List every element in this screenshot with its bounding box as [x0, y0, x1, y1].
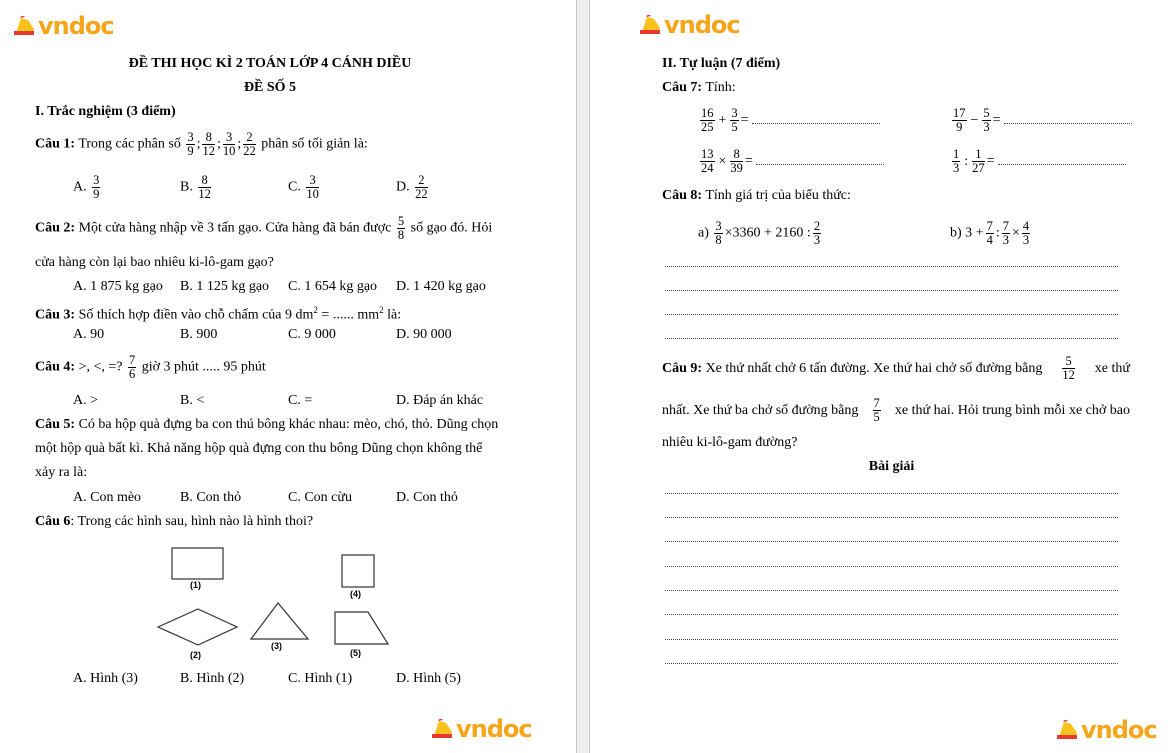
option-d[interactable]: D. $\frac{2}{22}$ — [396, 173, 428, 201]
option-c[interactable]: C. Hình (1) — [288, 671, 353, 686]
fraction: $\frac{3}{8}$ — [715, 219, 722, 247]
question-9-line-3: nhiêu ki-lô-gam đường? — [662, 435, 798, 450]
option-a[interactable]: A. Con mèo — [73, 490, 142, 505]
question-7: Câu 7: Tính: — [662, 80, 736, 95]
option-d[interactable]: D. Con thỏ — [396, 490, 458, 505]
fraction: $\frac{3}{10}$ — [222, 130, 236, 158]
answer-line[interactable] — [665, 517, 1118, 518]
fraction: $\frac{7}{4}$ — [986, 219, 993, 247]
fraction: $\frac{8}{12}$ — [202, 130, 215, 158]
section-heading: I. Trắc nghiệm (3 điểm) — [35, 104, 176, 119]
option-a[interactable]: A. $\frac{3}{9}$ — [73, 173, 100, 201]
answer-line[interactable] — [665, 266, 1118, 267]
expression-3: $\frac{13}{24}$ × $\frac{8}{39}$ = — [698, 148, 884, 175]
option-d[interactable]: D. 1 420 kg gạo — [396, 279, 486, 294]
shape-label-1: (1) — [190, 580, 201, 590]
fraction: $\frac{8}{12}$ — [198, 173, 211, 201]
vndoc-footer-logo: vndoc — [1055, 717, 1157, 743]
answer-blank[interactable] — [752, 123, 880, 124]
mascot-icon — [1055, 717, 1081, 743]
fraction: $\frac{2}{22}$ — [415, 173, 428, 201]
fraction: $\frac{16}{25}$ — [701, 106, 714, 134]
document-page-1 — [0, 0, 576, 753]
question-1: Câu 1: Trong các phân số $\frac{3}{9}$ ; $\frac{8}{12}$ ; $\frac{3}{10}$ ; $\frac{2}{22}$ phân số tối giản là: — [35, 130, 368, 158]
option-d[interactable]: D. 90 000 — [396, 327, 452, 342]
question-5-line-2: một hộp quà bất kì. Khả năng hộp quà đựng con thu bông Dũng chọn không thể — [35, 441, 483, 456]
fraction: $\frac{17}{9}$ — [953, 106, 966, 134]
option-b[interactable]: B. Hình (2) — [180, 671, 245, 686]
option-b[interactable]: B. 1 125 kg gạo — [180, 279, 270, 294]
option-c[interactable]: C. Con cừu — [288, 490, 352, 505]
question-5-line-3: xảy ra là: — [35, 465, 88, 480]
question-4: Câu 4: >, <, =? $\frac{7}{6}$ giờ 3 phút ..... 95 phút — [35, 353, 266, 381]
shape-label-2: (2) — [190, 650, 201, 660]
shape-label-5: (5) — [350, 648, 361, 658]
document-page-2 — [590, 0, 1173, 753]
option-a[interactable]: A. 1 875 kg gạo — [73, 279, 163, 294]
fraction: $\frac{2}{22}$ — [243, 130, 256, 158]
fraction: $\frac{7}{5}$ — [873, 396, 880, 424]
expression-4: $\frac{1}{3}$ : $\frac{1}{27}$ = — [950, 148, 1126, 175]
question-6: Câu 6: Trong các hình sau, hình nào là hình thoi? — [35, 514, 314, 529]
option-b[interactable]: B. 900 — [180, 327, 218, 342]
fraction: $\frac{7}{6}$ — [128, 353, 136, 381]
answer-line[interactable] — [665, 290, 1118, 291]
expression-1: $\frac{16}{25}$ + $\frac{3}{5}$ = — [698, 107, 880, 134]
answer-line[interactable] — [665, 541, 1118, 542]
fraction: $\frac{3}{9}$ — [93, 173, 100, 201]
exam-subtitle: ĐỀ SỐ 5 — [243, 80, 297, 95]
fraction: $\frac{2}{3}$ — [813, 219, 821, 247]
option-c[interactable]: C. $\frac{3}{10}$ — [288, 173, 319, 201]
shape-label-3: (3) — [271, 641, 282, 651]
question-2: Câu 2: Một cửa hàng nhập về 3 tấn gạo. Cửa hàng đã bán được $\frac{5}{8}$ số gạo đó. Hỏi — [35, 214, 493, 242]
shape-square — [342, 555, 374, 587]
expression-2: $\frac{17}{9}$ − $\frac{5}{3}$ = — [950, 107, 1132, 134]
fraction: $\frac{3}{10}$ — [306, 173, 319, 201]
shape-label-4: (4) — [350, 589, 361, 599]
answer-line[interactable] — [665, 314, 1118, 315]
vndoc-footer-logo: vndoc — [430, 716, 532, 742]
solution-heading: Bài giải — [868, 459, 915, 474]
fraction: $\frac{8}{39}$ — [730, 147, 743, 175]
answer-blank[interactable] — [1004, 123, 1132, 124]
mascot-icon — [430, 716, 456, 742]
answer-line[interactable] — [665, 338, 1118, 339]
option-a[interactable]: A. 90 — [73, 327, 105, 342]
vndoc-logo: vndoc — [638, 12, 740, 38]
question-2-line-2: cửa hàng còn lại bao nhiêu ki-lô-gam gạo? — [35, 255, 274, 270]
option-c[interactable]: C. = — [288, 393, 313, 408]
fraction: $\frac{5}{8}$ — [397, 214, 405, 242]
question-9-line-2: nhất. Xe thứ ba chở số đường bằng $\frac{7}{5}$ xe thứ hai. Hỏi trung bình mỗi xe chở bao — [662, 396, 1130, 424]
answer-line[interactable] — [665, 590, 1118, 591]
fraction: $\frac{3}{9}$ — [187, 130, 194, 158]
mascot-icon — [638, 12, 664, 38]
option-a[interactable]: A. > — [73, 393, 99, 408]
fraction: $\frac{3}{5}$ — [731, 106, 738, 134]
option-b[interactable]: B. < — [180, 393, 205, 408]
answer-line[interactable] — [665, 663, 1118, 664]
question-3: Câu 3: Số thích hợp điền vào chỗ chấm của 9 $dm^2$ = ...... $mm^2$ là: — [35, 305, 402, 323]
answer-blank[interactable] — [998, 164, 1126, 165]
fraction: $\frac{4}{3}$ — [1022, 219, 1030, 247]
exam-title: ĐỀ THI HỌC KÌ 2 TOÁN LỚP 4 CÁNH DIỀU — [128, 56, 412, 71]
mascot-icon — [12, 13, 38, 39]
fraction: $\frac{7}{3}$ — [1002, 219, 1009, 247]
section-heading: II. Tự luận (7 điểm) — [662, 56, 781, 71]
shape-triangle — [251, 603, 308, 639]
option-a[interactable]: A. Hình (3) — [73, 671, 138, 686]
shape-trapezoid — [335, 612, 388, 644]
fraction: $\frac{1}{3}$ — [953, 147, 960, 175]
fraction: $\frac{1}{27}$ — [972, 147, 985, 175]
shape-rectangle — [172, 548, 223, 579]
fraction: $\frac{5}{12}$ — [1062, 354, 1075, 382]
option-b[interactable]: B. Con thỏ — [180, 490, 242, 505]
shape-rhombus — [158, 609, 237, 645]
question-9: Câu 9: Xe thứ nhất chở 6 tấn đường. Xe thứ hai chở số đường bằng $\frac{5}{12}$ xe thứ — [662, 354, 1130, 382]
answer-line[interactable] — [665, 639, 1118, 640]
fraction: $\frac{13}{24}$ — [701, 147, 714, 175]
option-c[interactable]: C. 1 654 kg gạo — [288, 279, 378, 294]
expression-8a: a) $\frac{3}{8}$ ×3360 + 2160 : $\frac{2}{3}$ — [698, 219, 821, 247]
page-gap — [576, 0, 590, 753]
vndoc-logo: vndoc — [12, 13, 114, 39]
answer-line[interactable] — [665, 566, 1118, 567]
option-b[interactable]: B. $\frac{8}{12}$ — [180, 173, 211, 201]
question-5: Câu 5: Có ba hộp quà đựng ba con thú bông khác nhau: mèo, chó, thỏ. Dũng chọn — [35, 417, 499, 432]
fraction: $\frac{5}{3}$ — [983, 106, 990, 134]
option-d[interactable]: D. Hình (5) — [396, 671, 461, 686]
answer-blank[interactable] — [756, 164, 884, 165]
answer-line[interactable] — [665, 614, 1118, 615]
expression-8b: b) 3 + $\frac{7}{4}$ : $\frac{7}{3}$ × $\frac{4}{3}$ — [950, 219, 1030, 247]
answer-line[interactable] — [665, 493, 1118, 494]
shapes-figure — [140, 530, 400, 670]
option-c[interactable]: C. 9 000 — [288, 327, 336, 342]
question-8: Câu 8: Tính giá trị của biểu thức: — [662, 188, 851, 203]
option-d[interactable]: D. Đáp án khác — [396, 393, 484, 408]
